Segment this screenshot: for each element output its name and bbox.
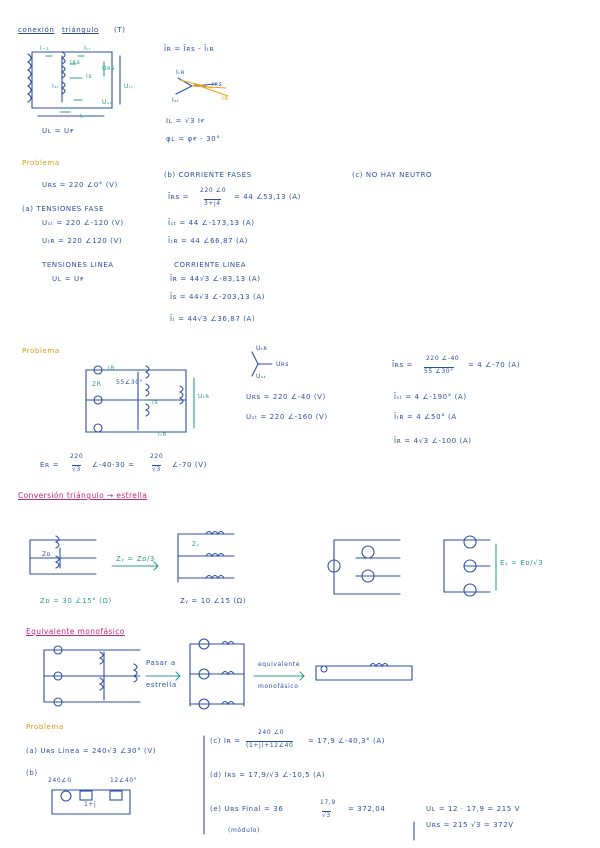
p3-c-val: = 17,9 ∠-40,3° (A) xyxy=(308,737,386,745)
p1-utr: Uₜʀ = 220 ∠120 (V) xyxy=(42,237,123,245)
p1-irs-lhs: Īʀs = xyxy=(168,193,190,201)
label-itr: Iₜᵣ xyxy=(84,45,91,52)
p3-source: 240∠0 xyxy=(48,777,72,784)
p1-irs-den: 3+j4 xyxy=(204,200,221,207)
p2-irs-lhs: Īʀs = xyxy=(392,361,414,369)
phasor-label-itr: Iₜʀ xyxy=(176,69,185,76)
conv-label-zy: Zᵧ xyxy=(192,541,200,548)
delta-circuit-2 xyxy=(86,366,194,432)
label-irt: I₊₃ xyxy=(40,45,50,52)
p2-er-den2: √3 xyxy=(152,466,161,473)
p1-irs-num: 220 ∠0 xyxy=(200,187,227,194)
relation-angle: φʟ = φғ - 30° xyxy=(166,135,221,143)
note-ul-uf: Uʟ = Uғ xyxy=(42,127,75,135)
p3-c-lhs: (c) Iʀ = xyxy=(210,737,241,745)
p2-itr: Īₜʀ = 4 ∠50° (A xyxy=(394,413,457,421)
p2-label-utr: Uₜʀ xyxy=(198,393,210,400)
p1-itr: Īₜʀ = 44 ∠66,87 (A) xyxy=(168,237,248,245)
phasor-label-ir: Iʀ xyxy=(222,95,229,102)
p2-phasor-utr: Uₜʀ xyxy=(256,345,268,352)
p1-ir: Īʀ = 44√3 ∠-83,13 (A) xyxy=(170,275,261,283)
relation-current: Iʟ = √3 Iғ xyxy=(166,117,206,125)
p2-urs: Uʀs = 220 ∠-40 (V) xyxy=(246,393,326,401)
problem-3-title: Problema xyxy=(26,723,64,731)
p1-ust: Uₛₜ = 220 ∠-120 (V) xyxy=(42,219,124,227)
problem-1-title: Problema xyxy=(22,159,60,167)
p3-line: 1+j xyxy=(84,801,97,808)
p2-ist: Īₛₜ = 4 ∠-190° (A) xyxy=(394,393,467,401)
p3-e-sub: (módulo) xyxy=(228,827,260,834)
phasor-label-ist: Iₛₜ xyxy=(172,97,180,104)
section-title: conexión xyxy=(18,26,55,34)
label-ist: Iₛₜ xyxy=(52,83,60,90)
phasor-equation: Īʀ = Īʀs - Īₜʀ xyxy=(164,45,215,53)
p2-er-num1: 220 xyxy=(70,453,84,460)
mono-pass-2: estrella xyxy=(146,681,177,689)
p3-d: (d) Iʀs = 17,9/√3 ∠-10,5 (A) xyxy=(210,771,326,779)
p2-irs-val: = 4 ∠-70 (A) xyxy=(468,361,521,369)
conv-ey: Eᵧ = Eᴅ/√3 xyxy=(500,559,544,567)
p2-ust: Uₛₜ = 220 ∠-160 (V) xyxy=(246,413,328,421)
p2-label-impedance: 55∠30° xyxy=(116,379,144,386)
p2-er-lhs: Eʀ = xyxy=(40,461,60,469)
p1-urs: Uʀs = 220 ∠0° (V) xyxy=(42,181,118,189)
label-it: Iₜ xyxy=(80,113,85,120)
conversion-title: Conversión triángulo → estrella xyxy=(18,491,148,500)
p2-irs-num: 220 ∠-40 xyxy=(426,355,460,362)
p2-label-itr: Iₜʀ xyxy=(158,431,167,438)
p1-irs-val: = 44 ∠53,13 (A) xyxy=(234,193,302,201)
p3-a: (a) Uʀs Linea = 240√3 ∠30° (V) xyxy=(26,747,157,755)
conv-zy-value: Zᵧ = 10 ∠15 (Ω) xyxy=(180,597,247,605)
section-title-tag: (T) xyxy=(114,26,126,34)
label-urs: Uʀs xyxy=(102,65,115,72)
conv-arrow-label: Zᵧ = Zᴅ/3 xyxy=(116,555,155,563)
p3-e-num: 17,9 xyxy=(320,799,336,806)
p2-er-end: ∠-70 (V) xyxy=(172,461,207,469)
p1-ist: Īₛₜ = 44 ∠-173,13 (A) xyxy=(168,219,255,227)
p2-label-zr: ZR xyxy=(92,381,102,388)
p3-result-2: Uʀs = 215 √3 = 372V xyxy=(426,821,514,829)
mono-pass-1: Pasar a xyxy=(146,659,176,667)
label-ust: Uₛₜ xyxy=(102,99,113,106)
p1-it: Īₜ = 44√3 ∠36,87 (A) xyxy=(170,315,256,323)
label-utr: Uₜᵣ xyxy=(124,83,134,90)
p1-ul: Uʟ = Uғ xyxy=(52,275,85,283)
p3-result-1: Uʟ = 12 · 17,9 = 215 V xyxy=(426,805,521,813)
p2-irs-den: 55 ∠30° xyxy=(424,368,454,375)
mono-eq-2: monofásico xyxy=(258,683,299,690)
p3-c-den: (1+j)+12∠40 xyxy=(246,742,294,749)
problem-2-title: Problema xyxy=(22,347,60,355)
label-is: Is xyxy=(86,73,93,80)
p2-label-is: Is xyxy=(152,399,159,406)
p3-e-lhs: (e) Uʀs Final = 36 xyxy=(210,805,284,813)
monophase-title: Equivalente monofásico xyxy=(26,627,125,636)
p2-ir: Īʀ = 4√3 ∠-100 (A) xyxy=(394,437,472,445)
p3-load: 12∠40° xyxy=(110,777,138,784)
conversion-sketch xyxy=(30,532,496,597)
p2-er-den1: √3 xyxy=(72,466,81,473)
conv-zd-value: Zᴅ = 30 ∠15° (Ω) xyxy=(40,597,112,605)
mono-eq-1: equivalente xyxy=(258,661,301,668)
monophase-sketch xyxy=(44,639,412,709)
p1-line-voltage-title: TENSIONES LINEA xyxy=(42,261,114,269)
p1-b-title: (b) CORRIENTE FASES xyxy=(164,171,252,179)
p1-a-title: (a) TENSIONES FASE xyxy=(22,205,105,213)
p2-phasor-urs: Uʀs xyxy=(276,361,289,368)
p2-er-mid: ∠-40-30 = xyxy=(92,461,135,469)
p3-e-val: = 372,04 xyxy=(348,805,386,813)
p3-e-den: √3 xyxy=(322,812,331,819)
conv-label-zd: Zᴅ xyxy=(42,551,51,558)
p3-c-num: 240 ∠0 xyxy=(258,729,285,736)
p2-er-num2: 220 xyxy=(150,453,164,460)
p1-is: Īs = 44√3 ∠-203,13 (A) xyxy=(170,293,266,301)
p2-phasor-ust: Uₛₜ xyxy=(256,373,267,380)
section-title-topic: triángulo xyxy=(62,26,99,34)
p1-line-current-title: CORRIENTE LINEA xyxy=(174,261,247,269)
label-irs: Iʀs xyxy=(70,59,81,66)
p2-label-ir: IR xyxy=(108,365,116,372)
p1-c-title: (c) NO HAY NEUTRO xyxy=(352,171,433,179)
p3-b: (b) xyxy=(26,769,38,777)
phasor-label-irs: Iʀs xyxy=(212,81,223,88)
